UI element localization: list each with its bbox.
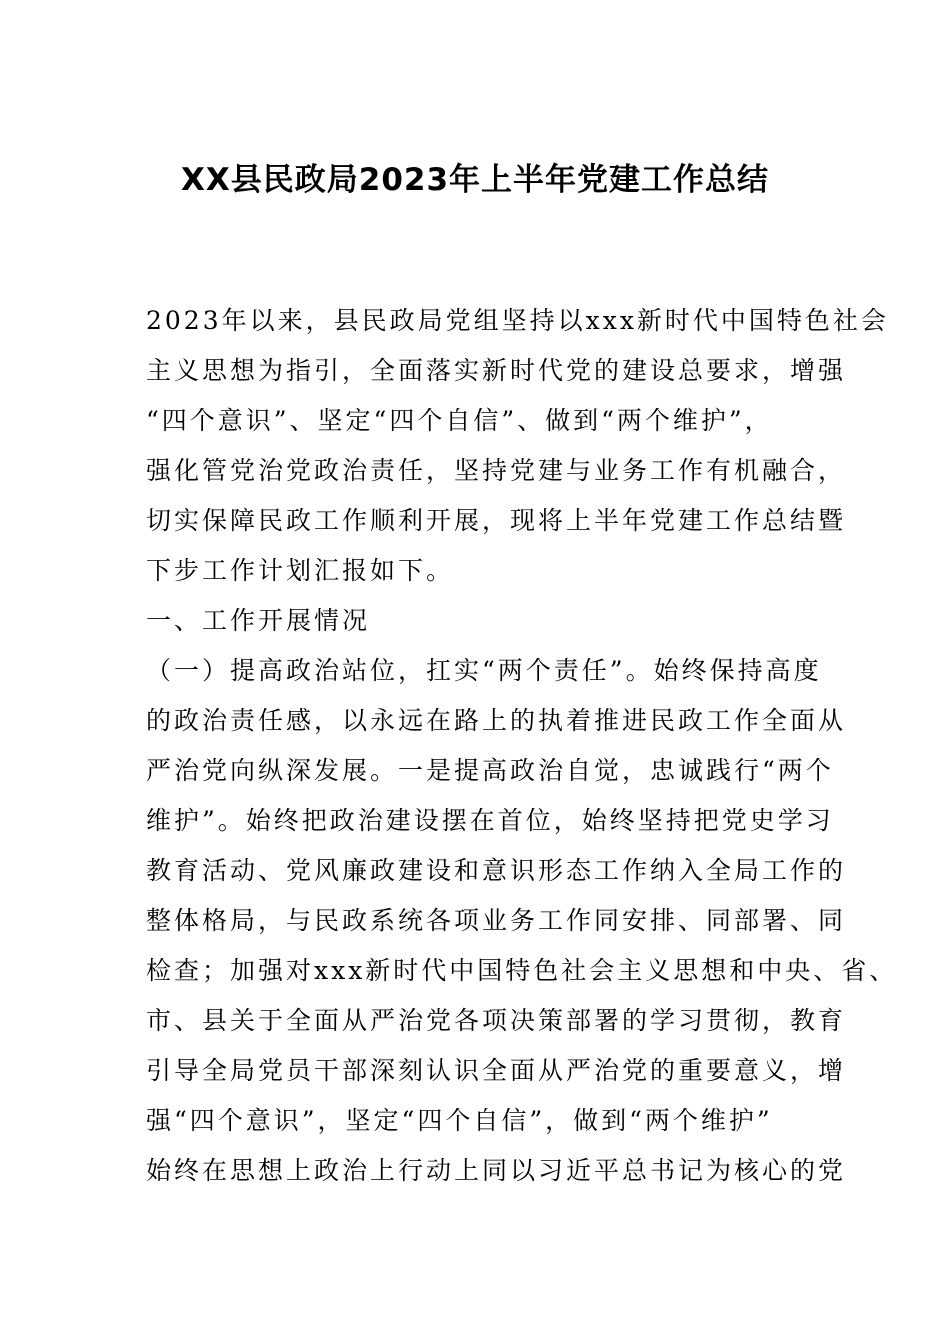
body-line: 下步工作计划汇报如下。 — [146, 556, 455, 585]
body-line: 严治党向纵深发展。一是提高政治自觉，忠诚践行“两个 — [146, 756, 834, 785]
body-line: 强“四个意识”，坚定“四个自信”，做到“两个维护” — [146, 1106, 773, 1135]
body-line: 主义思想为指引，全面落实新时代党的建设总要求，增强 — [146, 356, 847, 385]
body-line: “四个意识”、坚定“四个自信”、做到“两个维护”， — [146, 406, 773, 435]
body-line: 教育活动、党风廉政建设和意识形态工作纳入全局工作的 — [146, 856, 847, 885]
body-line: 维护”。始终把政治建设摆在首位，始终坚持把党史学习 — [146, 806, 834, 835]
body-line: 整体格局，与民政系统各项业务工作同安排、同部署、同 — [146, 906, 847, 935]
body-line: （一）提高政治站位，扛实“两个责任”。始终保持高度 — [146, 656, 822, 685]
document-title: XX县民政局2023年上半年党建工作总结 — [180, 162, 770, 198]
body-line: 引导全局党员干部深刻认识全面从严治党的重要意义，增 — [146, 1056, 847, 1085]
body-line: 检查；加强对xxx新时代中国特色社会主义思想和中央、省、 — [146, 956, 898, 985]
section-heading: 一、工作开展情况 — [146, 606, 371, 635]
body-line: 市、县关于全面从严治党各项决策部署的学习贯彻，教育 — [146, 1006, 847, 1035]
body-line: 始终在思想上政治上行动上同以习近平总书记为核心的党 — [146, 1156, 847, 1185]
body-line: 2023年以来，县民政局党组坚持以xxx新时代中国特色社会 — [146, 306, 889, 335]
document-body — [146, 296, 898, 1196]
body-line: 强化管党治党政治责任，坚持党建与业务工作有机融合， — [146, 456, 847, 485]
body-line: 切实保障民政工作顺利开展，现将上半年党建工作总结暨 — [146, 506, 847, 535]
body-line: 的政治责任感，以永远在路上的执着推进民政工作全面从 — [146, 706, 847, 735]
